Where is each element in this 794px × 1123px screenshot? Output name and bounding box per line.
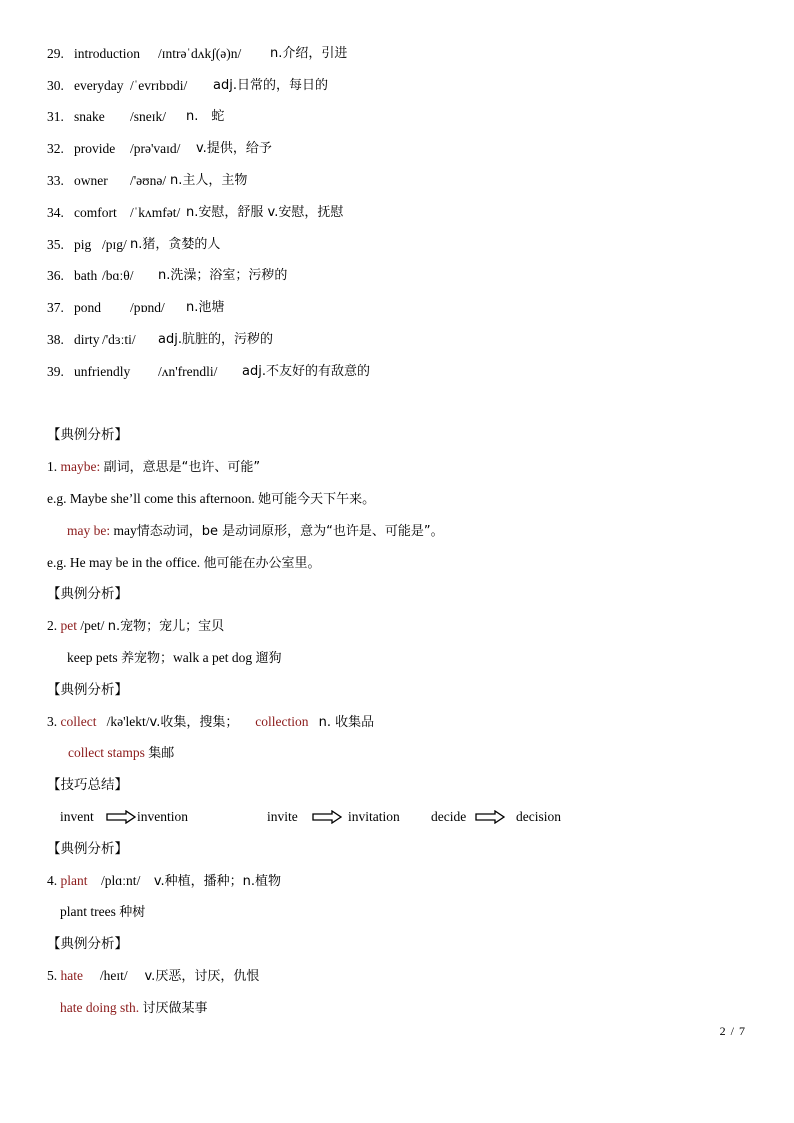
vocab-number: 29.: [47, 46, 64, 61]
vocab-phonetic: /prə'vaɪd/: [130, 141, 181, 156]
phrase-cn: 遛狗: [255, 651, 282, 666]
example-item-4: [47, 872, 281, 891]
phrase-en: plant trees: [60, 904, 116, 919]
vocab-word: bath: [74, 268, 98, 283]
definition: v.种植，播种；n.植物: [153, 874, 282, 889]
vocab-word: provide: [74, 141, 116, 156]
vocab-word: introduction: [74, 46, 140, 61]
section-heading: 【典例分析】: [47, 586, 128, 602]
phrase-en: keep pets: [67, 650, 118, 665]
vocab-number: 31.: [47, 109, 64, 124]
vocab-word: everyday: [74, 78, 124, 93]
keyword: collection: [255, 714, 309, 729]
vocab-word: pond: [74, 300, 101, 315]
example-sentence: [47, 554, 320, 573]
vocab-meaning: n.洗澡；浴室；污秽的: [158, 268, 288, 283]
vocab-number: 34.: [47, 205, 64, 220]
vocab-number: 37.: [47, 300, 64, 315]
vocab-word: unfriendly: [74, 364, 131, 379]
phrase-en: hate doing sth.: [60, 1000, 140, 1015]
vocab-meaning: n.介绍，引进: [270, 46, 348, 61]
phrase-en: walk a pet dog: [173, 650, 253, 665]
vocab-number: 33.: [47, 173, 64, 188]
vocab-number: 39.: [47, 364, 64, 379]
vocab-word: snake: [74, 109, 105, 124]
keyword: collect: [60, 714, 97, 729]
skills-heading: 【技巧总结】: [47, 777, 128, 793]
vocab-number: 36.: [47, 268, 64, 283]
phrase-line: [67, 649, 282, 668]
derived-word: decision: [516, 809, 561, 824]
example-item-2: [47, 617, 224, 636]
vocab-meaning: adj.日常的，每日的: [213, 78, 328, 93]
vocab-phonetic: /sneɪk/: [130, 109, 166, 124]
vocab-phonetic: /bɑːθ/: [102, 268, 134, 283]
item-number: 1.: [47, 459, 58, 474]
vocab-word: pig: [74, 237, 92, 252]
keyword: plant: [60, 873, 88, 888]
vocab-number: 35.: [47, 237, 64, 252]
item-number: 3.: [47, 714, 58, 729]
vocab-meaning: v.提供，给予: [196, 141, 272, 156]
phrase-cn: 种树: [119, 905, 146, 920]
vocab-word: owner: [74, 173, 108, 188]
vocab-phonetic: /ˈevrɪbɒdi/: [130, 78, 188, 93]
vocab-meaning: n.安慰，舒服 v.安慰，抚慰: [186, 205, 344, 220]
item-number: 2.: [47, 618, 58, 633]
phrase-cn: 集邮: [148, 746, 175, 761]
example-item-3: [47, 713, 374, 732]
vocab-meaning: adj.肮脏的，污秽的: [158, 332, 273, 347]
page-number: 2 / 7: [719, 1024, 746, 1038]
keyword: maybe:: [60, 459, 101, 474]
phonetic: /kə'lekt/: [106, 714, 150, 729]
vocab-phonetic: /ʌn'frendli/: [158, 364, 218, 379]
keyword: hate: [60, 968, 83, 983]
example-cn: 她可能今天下午来。: [258, 492, 376, 507]
vocab-phonetic: /pɒnd/: [130, 300, 165, 315]
keyword: may be:: [67, 523, 111, 538]
vocab-phonetic: /pɪg/: [102, 237, 127, 252]
definition: v.厌恶，讨厌，仇恨: [144, 969, 260, 984]
phrase-line: [68, 744, 174, 763]
example-item-5: [47, 967, 259, 986]
vocab-number: 30.: [47, 78, 64, 93]
phrase-cn: 讨厌做某事: [142, 1001, 208, 1016]
arrow-right-icon: [312, 810, 342, 824]
vocab-word: comfort: [74, 205, 117, 220]
vocab-meaning: n.主人，主物: [170, 173, 248, 188]
vocab-phonetic: /'əʊnə/: [130, 173, 167, 188]
derived-word: invitation: [348, 809, 400, 824]
vocab-number: 32.: [47, 141, 64, 156]
vocab-phonetic: /ˈkʌmfət/: [130, 205, 181, 220]
sub-note: [67, 522, 444, 541]
note-en: may: [113, 523, 137, 538]
example-item-1: [47, 458, 260, 477]
vocab-word: dirty: [74, 332, 100, 347]
definition: n. 收集品: [318, 715, 375, 730]
definition: v.收集，搜集；: [149, 715, 239, 730]
arrow-right-icon: [475, 810, 505, 824]
definition: n.宠物；宠儿；宝贝: [107, 619, 225, 634]
vocab-phonetic: /'dɜːti/: [102, 332, 136, 347]
example-en: e.g. He may be in the office.: [47, 555, 201, 570]
example-en: e.g. Maybe she’ll come this afternoon.: [47, 491, 255, 506]
vocab-phonetic: /ɪntrəˈdʌkʃ(ə)n/: [158, 46, 242, 61]
arrow-right-icon: [106, 810, 136, 824]
definition: 副词，意思是“也许、可能”: [103, 460, 261, 475]
note-text: 情态动词，be 是动词原形，意为“也许是、可能是”。: [136, 524, 444, 539]
section-heading: 【典例分析】: [47, 841, 128, 857]
vocab-meaning: n.猪，贪婪的人: [130, 237, 221, 252]
base-word: invite: [267, 809, 298, 824]
section-heading: 【典例分析】: [47, 682, 128, 698]
phrase-line: [60, 903, 145, 922]
item-number: 5.: [47, 968, 58, 983]
phrase-line: [60, 999, 208, 1018]
example-cn: 他可能在办公室里。: [203, 556, 321, 571]
example-sentence: [47, 490, 375, 509]
section-heading: 【典例分析】: [47, 427, 128, 443]
item-number: 4.: [47, 873, 58, 888]
vocab-meaning: n.池塘: [186, 300, 225, 315]
base-word: decide: [431, 809, 467, 824]
base-word: invent: [60, 809, 94, 824]
derived-word: invention: [137, 809, 188, 824]
keyword: pet: [60, 618, 77, 633]
phonetic: /plɑːnt/: [101, 873, 141, 888]
section-heading: 【典例分析】: [47, 936, 128, 952]
phrase-en: collect stamps: [68, 745, 145, 760]
phonetic: /pet/: [80, 618, 105, 633]
vocab-number: 38.: [47, 332, 64, 347]
phrase-cn: 养宠物；: [120, 651, 173, 666]
vocab-meaning: adj.不友好的有敌意的: [242, 364, 370, 379]
vocab-meaning: n. 蛇: [186, 109, 225, 124]
phonetic: /heɪt/: [99, 968, 128, 983]
